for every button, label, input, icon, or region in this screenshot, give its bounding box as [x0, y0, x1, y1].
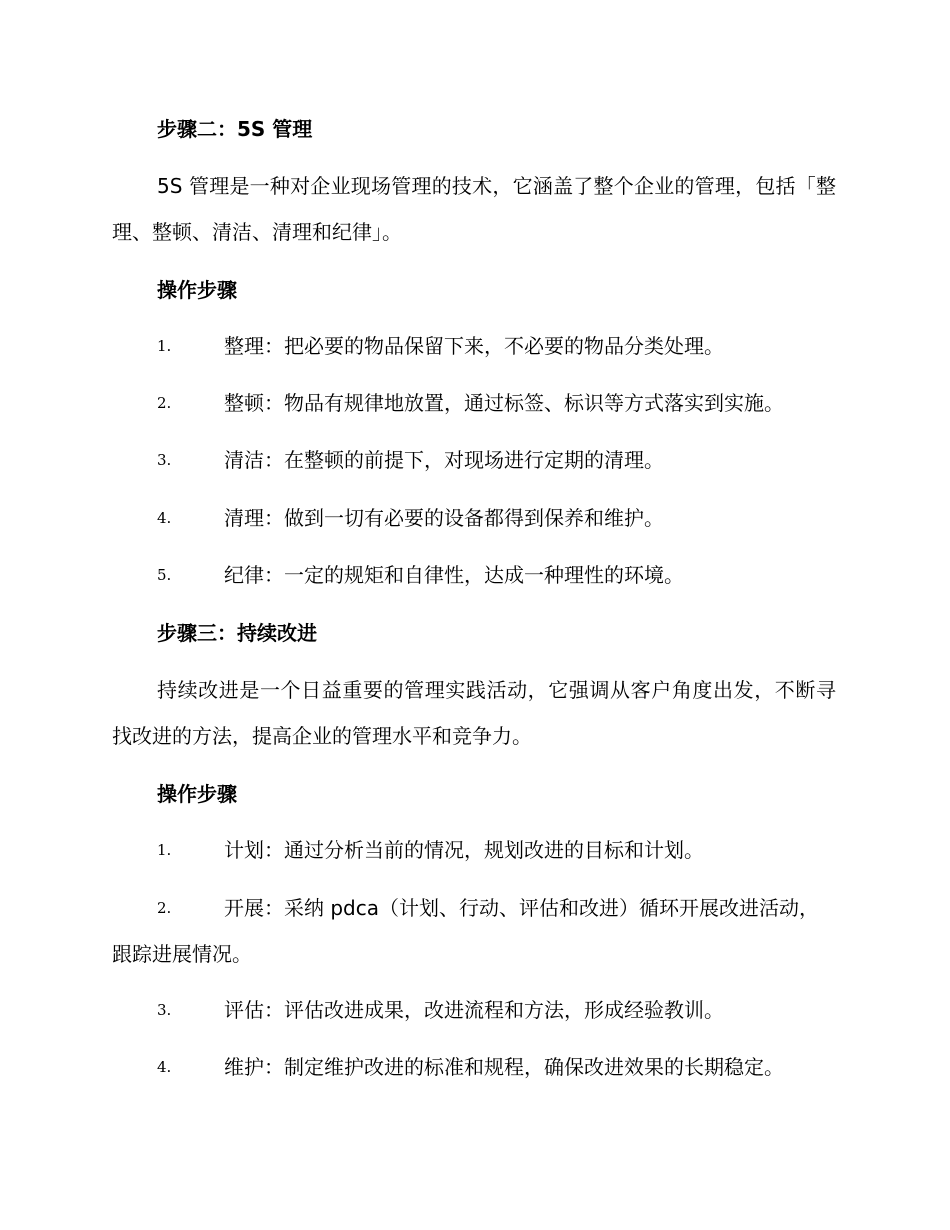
step3-list-item-1 [112, 827, 836, 873]
step3-list-item-2 [112, 885, 836, 977]
step3-heading: 步骤三：持续改进 [157, 621, 317, 645]
step3-intro-paragraph: 持续改进是一个日益重要的管理实践活动，它强调从客户角度出发，不断寻找改进的方法，提高企业的管理水平和竞争力。 [112, 678, 836, 748]
step3-list-item-3 [112, 987, 836, 1033]
list-item-text: 纪律：一定的规矩和自律性，达成一种理性的环境。 [224, 563, 684, 587]
list-number: 3. [157, 1001, 172, 1019]
list-number: 1. [157, 337, 172, 355]
list-number: 4. [157, 509, 172, 527]
list-item-text: 清理：做到一切有必要的设备都得到保养和维护。 [224, 506, 664, 530]
list-item-text: 评估：评估改进成果，改进流程和方法，形成经验教训。 [224, 998, 724, 1022]
list-number: 2. [157, 394, 172, 412]
step2-intro-paragraph: 5S 管理是一种对企业现场管理的技术，它涵盖了整个企业的管理，包括「整理、整顿、清洁、清理和纪律」。 [112, 174, 836, 244]
step2-list-item-3 [112, 437, 836, 483]
step2-list-item-1 [112, 323, 836, 369]
list-number: 1. [157, 841, 172, 859]
list-item-text: 整顿：物品有规律地放置，通过标签、标识等方式落实到实施。 [224, 391, 784, 415]
list-item-text: 开展：采纳 pdca（计划、行动、评估和改进）循环开展改进活动，跟踪进展情况。 [112, 896, 819, 966]
list-number: 4. [157, 1058, 172, 1076]
step2-list-item-2 [112, 380, 836, 426]
list-item-text: 整理：把必要的物品保留下来，不必要的物品分类处理。 [224, 334, 724, 358]
step2-list-item-5 [112, 552, 836, 598]
list-number: 3. [157, 451, 172, 469]
list-item-text: 计划：通过分析当前的情况，规划改进的目标和计划。 [224, 838, 704, 862]
list-item-text: 维护：制定维护改进的标准和规程，确保改进效果的长期稳定。 [224, 1055, 784, 1079]
list-number: 2. [157, 899, 172, 917]
list-item-text: 清洁：在整顿的前提下，对现场进行定期的清理。 [224, 448, 664, 472]
step2-ops-heading: 操作步骤 [157, 278, 237, 302]
step2-list-item-4 [112, 495, 836, 541]
step3-list-item-4 [112, 1044, 836, 1090]
list-number: 5. [157, 566, 172, 584]
step2-heading: 步骤二：5S 管理 [157, 117, 313, 141]
step3-ops-heading: 操作步骤 [157, 782, 237, 806]
